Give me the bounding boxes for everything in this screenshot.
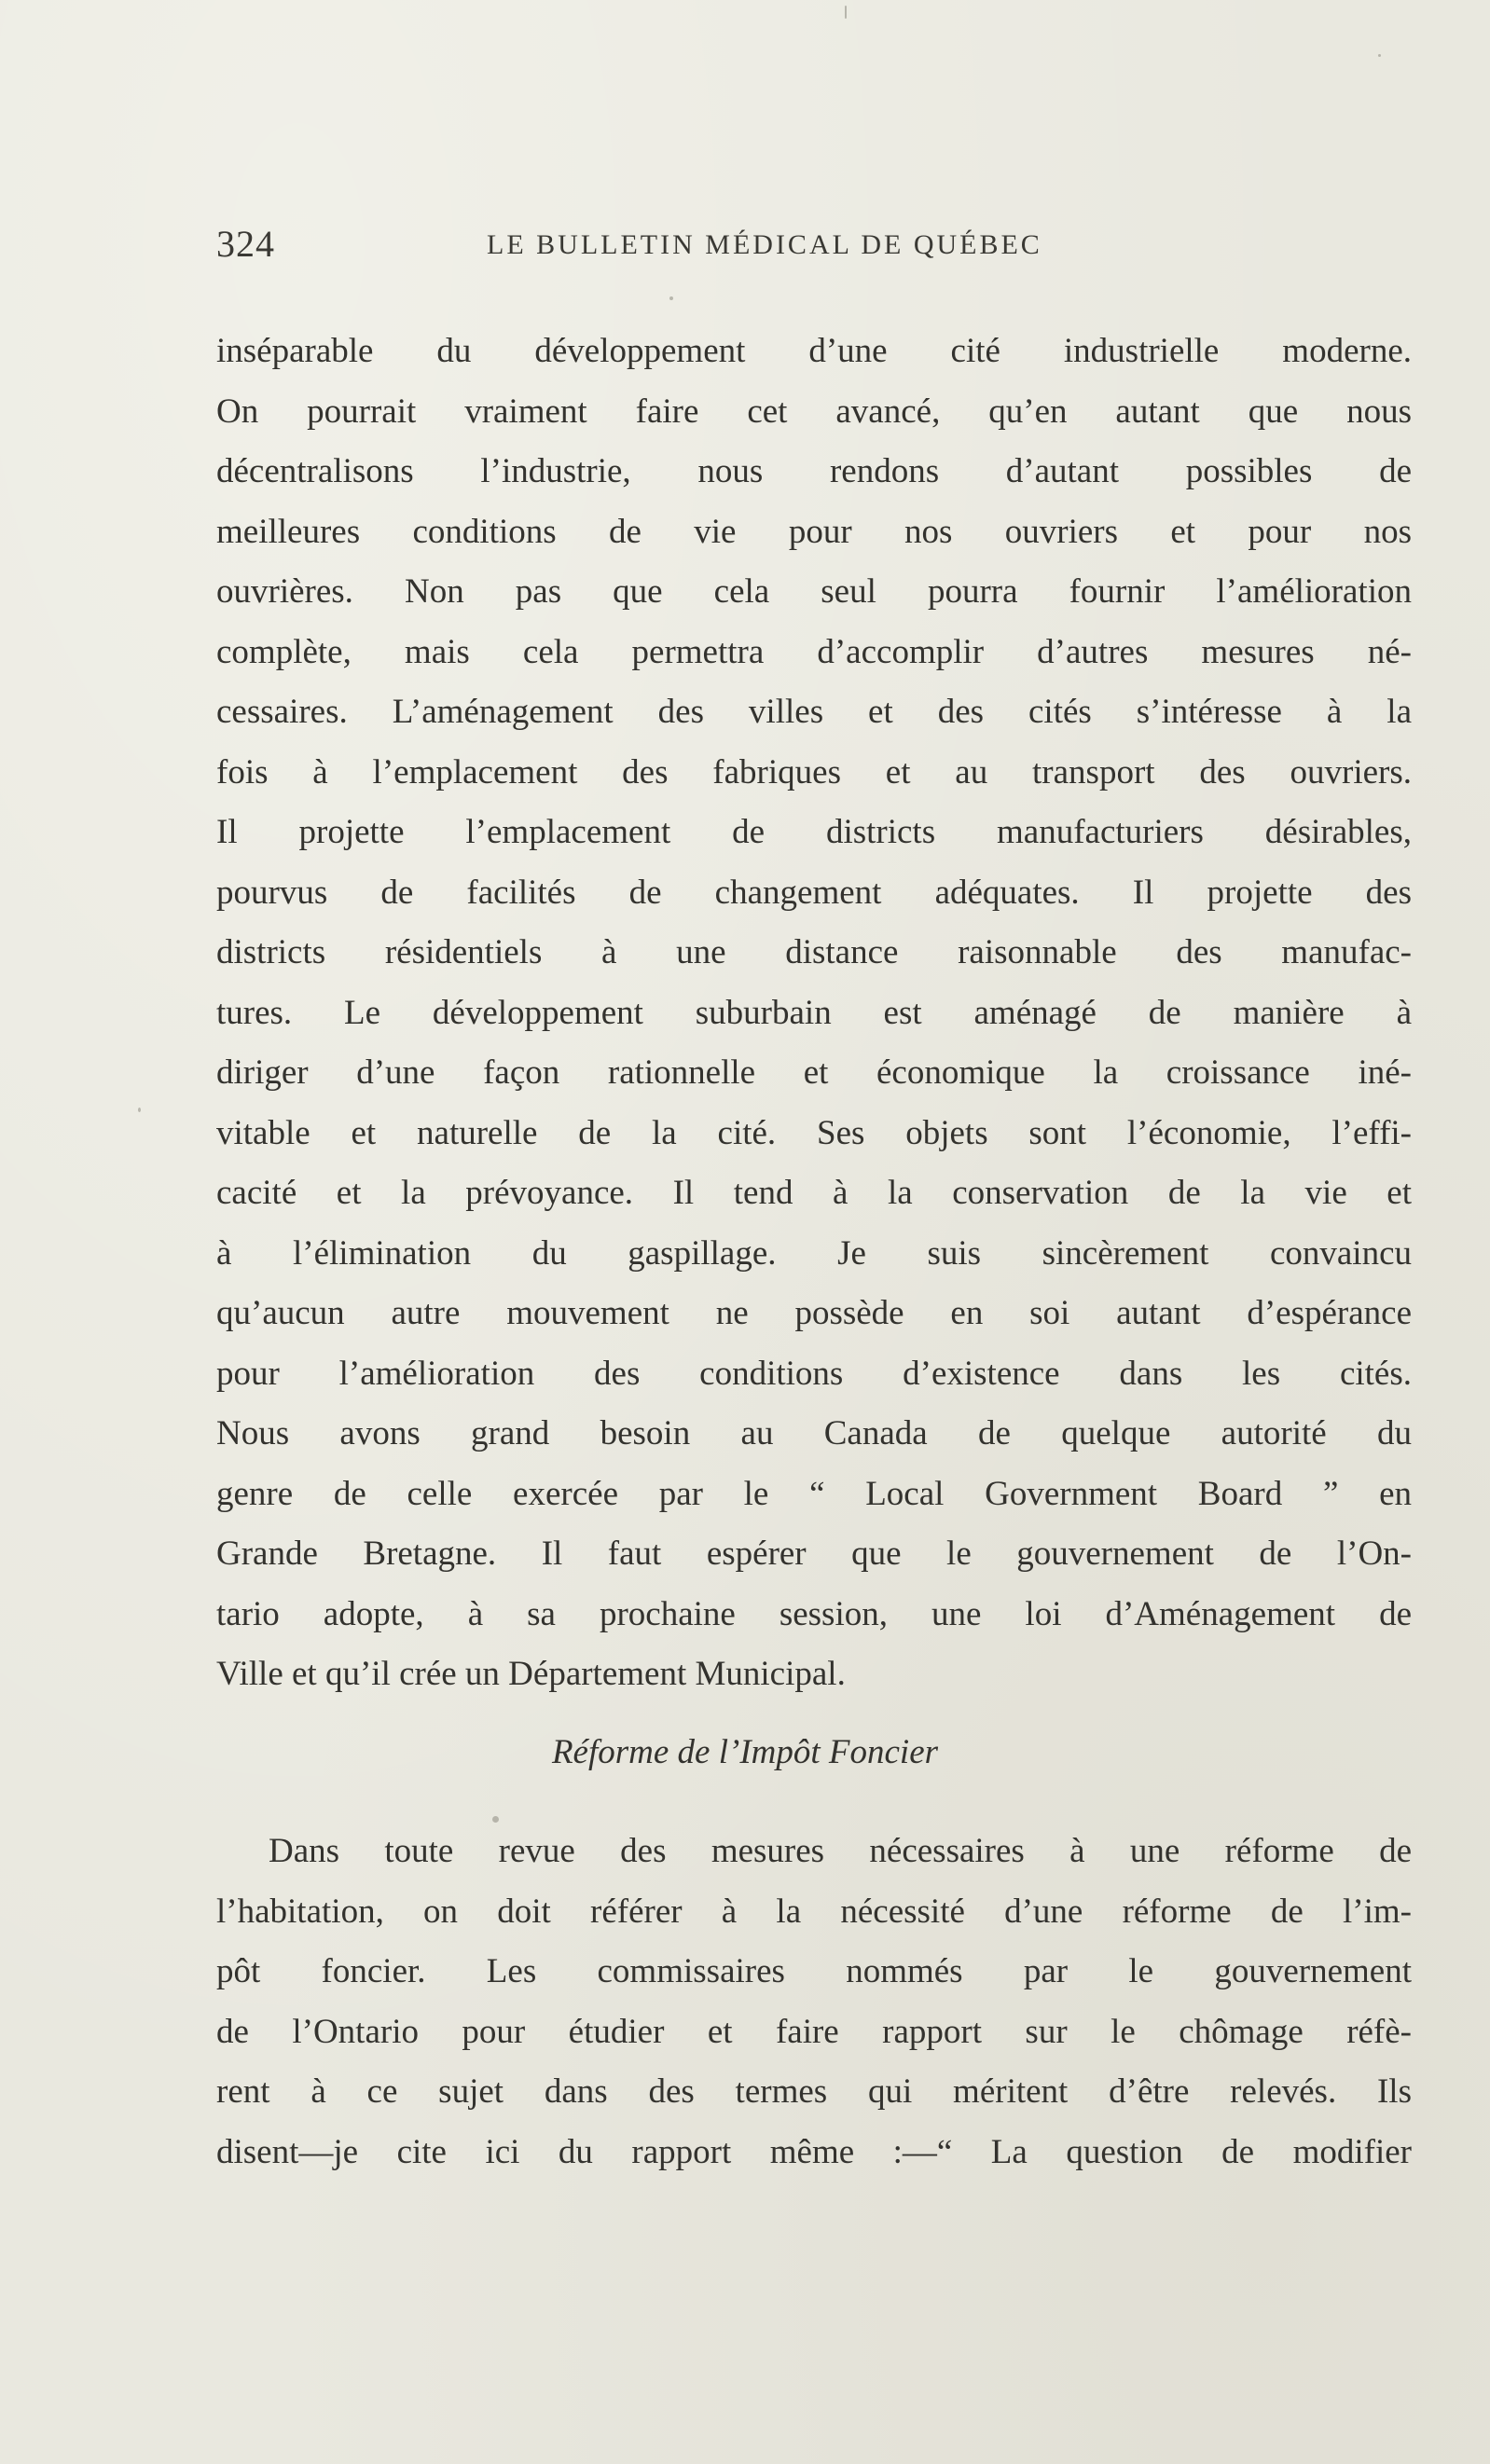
text-line: tario adopte, à sa prochaine session, une loi d’Aménagement de bbox=[216, 1594, 1412, 1633]
page-number: 324 bbox=[216, 223, 275, 265]
running-head bbox=[216, 222, 1410, 274]
text-line: On pourrait vraiment faire cet avancé, qu’en autant que nous bbox=[216, 392, 1412, 431]
scan-speck bbox=[1378, 54, 1381, 57]
text-line: Grande Bretagne. Il faut espérer que le gouvernement de l’On- bbox=[216, 1535, 1412, 1573]
journal-title: LE BULLETIN MÉDICAL DE QUÉBEC bbox=[487, 229, 1042, 260]
text-line: Dans toute revue des mesures nécessaires à une réforme de bbox=[269, 1832, 1412, 1870]
scan-speck bbox=[138, 1108, 141, 1112]
text-line: diriger d’une façon rationnelle et économique la croissance iné- bbox=[216, 1053, 1412, 1092]
text-line: rent à ce sujet dans des termes qui méritent d’être relevés. Ils bbox=[216, 2072, 1412, 2111]
text-line: pourvus de facilités de changement adéquates. Il projette des bbox=[216, 873, 1412, 912]
scan-speck bbox=[845, 6, 847, 19]
text-line: cessaires. L’aménagement des villes et des cités s’intéresse à la bbox=[216, 693, 1412, 731]
text-line: qu’aucun autre mouvement ne possède en soi autant d’espérance bbox=[216, 1294, 1412, 1332]
paragraph-body bbox=[216, 322, 1412, 1705]
text-line: complète, mais cela permettra d’accomplir d’autres mesures né- bbox=[216, 632, 1412, 671]
text-line: décentralisons l’industrie, nous rendons d’autant possibles de bbox=[216, 452, 1412, 490]
text-line: ouvrières. Non pas que cela seul pourra fournir l’amélioration bbox=[216, 572, 1412, 611]
text-line: Nous avons grand besoin au Canada de quelque autorité du bbox=[216, 1414, 1412, 1452]
section-body bbox=[216, 1822, 1412, 2182]
text-line: cacité et la prévoyance. Il tend à la conservation de la vie et bbox=[216, 1174, 1412, 1212]
text-line: de l’Ontario pour étudier et faire rapport sur le chômage réfè- bbox=[216, 2012, 1412, 2051]
text-line: pôt foncier. Les commissaires nommés par le gouvernement bbox=[216, 1952, 1412, 1990]
text-line: genre de celle exercée par le “ Local Government Board ” en bbox=[216, 1474, 1412, 1513]
text-line: pour l’amélioration des conditions d’existence dans les cités. bbox=[216, 1354, 1412, 1393]
text-line: inséparable du développement d’une cité industrielle moderne. bbox=[216, 332, 1412, 370]
text-line: tures. Le développement suburbain est aménagé de manière à bbox=[216, 993, 1412, 1032]
scan-speck bbox=[669, 296, 673, 300]
section-heading: Réforme de l’Impôt Foncier bbox=[551, 1733, 939, 1771]
scan-speck bbox=[492, 1816, 499, 1823]
text-line: Il projette l’emplacement de districts manufacturiers désirables, bbox=[216, 813, 1412, 851]
text-line: à l’élimination du gaspillage. Je suis sincèrement convaincu bbox=[216, 1233, 1412, 1273]
text-line: l’habitation, on doit référer à la nécessité d’une réforme de l’im- bbox=[216, 1892, 1412, 1931]
text-line: vitable et naturelle de la cité. Ses objets sont l’économie, l’effi- bbox=[216, 1113, 1412, 1152]
text-line: disent—je cite ici du rapport même :—“ La question de modifier bbox=[216, 2132, 1412, 2171]
text-line: districts résidentiels à une distance raisonnable des manufac- bbox=[216, 933, 1412, 971]
text-line: meilleures conditions de vie pour nos ouvriers et pour nos bbox=[216, 512, 1412, 551]
text-line: fois à l’emplacement des fabriques et au transport des ouvriers. bbox=[216, 752, 1412, 792]
text-line: Ville et qu’il crée un Département Municipal. bbox=[216, 1655, 846, 1693]
